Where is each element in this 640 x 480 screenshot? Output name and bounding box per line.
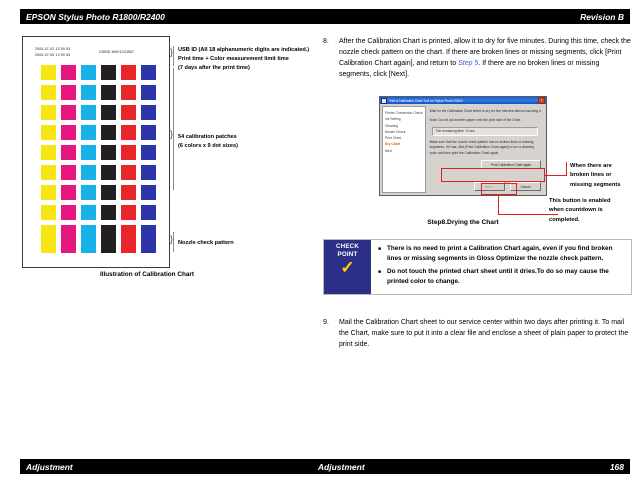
brace-middle-icon: } [170,129,174,139]
dialog-note: Make sure that the nozzle check pattern has no broken lines or missing segments. If it has, click [Print Calibration Chart again] to run a cleaning cycle and then print the Calibration Chart again. [429,139,535,156]
calibration-patch [81,205,96,220]
calibration-patch [101,145,116,160]
annotation-usb-id-line3: (7 days after the print time) [178,65,250,72]
calibration-patch [101,125,116,140]
dialog-caption: Step8.Drying the Chart [427,219,499,226]
check-point-badge-line2: POINT [337,250,358,258]
countdown-field: The remaining time : 0 sec. [432,127,538,136]
calibration-patch [81,85,96,100]
callout-broken-lines-line3: missing segments [570,181,621,188]
calibration-patch [61,65,76,80]
check-point-box [323,239,632,295]
annotation-usb-id-line2: Print time + Color measurement limit time [178,56,289,63]
annotation-patches-line2: (6 colors x 9 dot sizes) [178,143,238,150]
dialog-step-item: Nozzle Check [385,129,406,134]
calibration-patch [141,125,156,140]
nozzle-check-bar [61,236,76,253]
calibration-patch [121,125,136,140]
calibration-patch [141,145,156,160]
calibration-patch [81,105,96,120]
step-8-number: 8. [323,38,329,45]
dialog-step-list [382,106,426,193]
connector-print-again [545,175,567,176]
calibration-patch [41,145,56,160]
step-8-text [339,36,633,80]
header-revision: Revision B [580,11,624,22]
step-8-text-b: . If there are no broken lines or missing segments, click [Next]. [339,60,600,79]
calibration-patch [121,85,136,100]
figure-caption: Illustration of Calibration Chart [99,271,195,278]
calibration-patch [61,85,76,100]
nozzle-check-bar [81,236,96,253]
close-icon[interactable]: x [538,97,545,104]
dialog-app-icon [381,98,387,104]
footer-center: Adjustment [317,461,365,472]
calibration-patch [101,105,116,120]
calibration-patch [81,165,96,180]
calibration-patch [81,145,96,160]
connector-next-vert [498,195,499,215]
brace-line-bottom [173,232,174,252]
chart-limit-time: 2004-07-05 13 59 53 [35,52,71,57]
page-header [20,9,630,24]
step-8-text-a: After the Calibration Chart is printed, allow it to dry for five minutes. During this time, check the nozzle check pattern on the chart. If there are broken lines or missing segments, click [Print Calibration Chart again], and return to [339,38,631,68]
calibration-patch [41,185,56,200]
highlight-next-button [481,183,517,195]
nozzle-check-pattern [41,236,156,253]
footer-left: Adjustment [26,461,73,472]
calibration-patch [121,165,136,180]
calibration-patch [41,65,56,80]
calibration-patch-grid [41,65,156,240]
square-bullet-icon: ■ [378,268,382,275]
callout-button-enabled-line2: when countdown is [549,207,603,214]
calibration-patch [101,205,116,220]
calibration-chart-illustration [22,36,170,268]
step-9 [323,317,633,350]
annotation-patches-line1: 54 calibration patches [178,134,237,140]
cancel-button[interactable]: Cancel [510,182,541,191]
calibration-patch [101,65,116,80]
chart-usbid-label: USBID MH01234567 [99,50,135,54]
calibration-patch [81,185,96,200]
callout-button-enabled-line1: This button is enabled [549,198,611,204]
square-bullet-icon: ■ [378,246,382,252]
calibration-patch [61,145,76,160]
checkmark-icon: ✓ [340,257,355,277]
calibration-patch [141,65,156,80]
callout-button-enabled [549,197,639,225]
calibration-patch [121,105,136,120]
dialog-step-item: Next [385,148,392,153]
annotation-patches [178,133,318,151]
step-9-block [323,317,633,354]
calibration-patch [41,85,56,100]
calibration-patch [61,205,76,220]
calibration-patch [121,145,136,160]
connector-print-again-vert [566,162,567,176]
step-9-text: Mail the Calibration Chart sheet to our service center within two days after printing it. To mail the Chart, make sure to put it into a clear file and enclose a sheet of plain paper to protect the print side. [339,319,629,349]
dialog-step-item: Dry Chart [385,142,401,147]
header-title: EPSON Stylus Photo R1800/R2400 [26,11,165,22]
calibration-patch [41,205,56,220]
callout-broken-lines [570,162,638,190]
brace-bottom-icon: } [170,234,174,244]
check-point-item-text: There is no need to print a Calibration Chart again, even if you find broken lines or missing segments in Gloss Optimizer the nozzle check pattern. [387,245,613,263]
check-point-item [378,267,625,288]
nozzle-check-bar [121,236,136,253]
dialog-paragraph-1: Wait for the Calibration Chart sheet to dry for five minutes without touching it. [429,109,542,113]
chart-timestamps [35,47,70,58]
annotation-usb-id [178,46,328,74]
calibration-patch [101,85,116,100]
calibration-patch [141,165,156,180]
calibration-patch [141,185,156,200]
nozzle-check-bar [141,236,156,253]
callout-button-enabled-line3: completed. [549,216,580,223]
step-9-number: 9. [323,319,329,326]
calibration-patch [121,65,136,80]
check-point-item [378,244,625,265]
print-calibration-chart-again-button[interactable]: Print Calibration Chart again [481,160,541,169]
dialog-step-item: Cleaning [385,123,399,128]
nozzle-check-bar [41,236,56,253]
calibration-patch [81,65,96,80]
footer-page-number: 168 [609,461,624,472]
page-footer [20,459,630,474]
calibration-patch [41,125,56,140]
calibration-patch [121,205,136,220]
dialog-title: Print a Calibration Chart Tool for Stylus Photo R1800 [388,98,463,103]
callout-broken-lines-line1: When there are [570,163,612,169]
brace-line-middle [173,68,174,190]
annotation-nozzle: Nozzle check pattern [178,240,234,246]
calibration-patch [61,125,76,140]
calibration-patch [41,165,56,180]
calibration-patch [101,165,116,180]
dialog-titlebar [380,97,546,104]
dialog-step-item: Ink Setting [385,117,401,122]
dialog-step-item: Print Chart [385,136,401,140]
next-button[interactable]: Next > [474,182,505,191]
step-8-block [323,36,633,84]
step-5-link[interactable]: Step 5 [458,60,479,68]
dialog-step-item: Printer Connection Check [385,111,423,115]
step-8 [323,36,633,80]
dialog-paragraph-2: Note: Do not put another paper onto the print side of the Chart. [429,117,522,122]
check-point-badge [324,240,371,294]
annotation-usb-id-line1: USB ID (All 18 alphanumeric digits are indicated.) [178,47,310,53]
brace-top-icon: } [170,47,174,57]
calibration-patch [121,185,136,200]
check-point-badge-line1: CHECK [335,243,359,250]
calibration-patch [141,105,156,120]
check-point-item-text: Do not touch the printed chart sheet until it dries.To do so may cause the printed color to change. [387,267,609,286]
calibration-patch [141,85,156,100]
calibration-patch [41,105,56,120]
calibration-patch [81,125,96,140]
calibration-patch [61,105,76,120]
chart-print-time: 2004-07-02 13 59 53 [35,47,71,51]
check-point-items [371,240,631,294]
callout-broken-lines-line2: broken lines or [570,172,612,179]
calibration-patch [61,165,76,180]
calibration-patch [61,185,76,200]
highlight-print-again [441,168,545,182]
calibration-patch [101,185,116,200]
calibration-patch [141,205,156,220]
brace-line-top [173,46,174,66]
nozzle-check-bar [101,236,116,253]
